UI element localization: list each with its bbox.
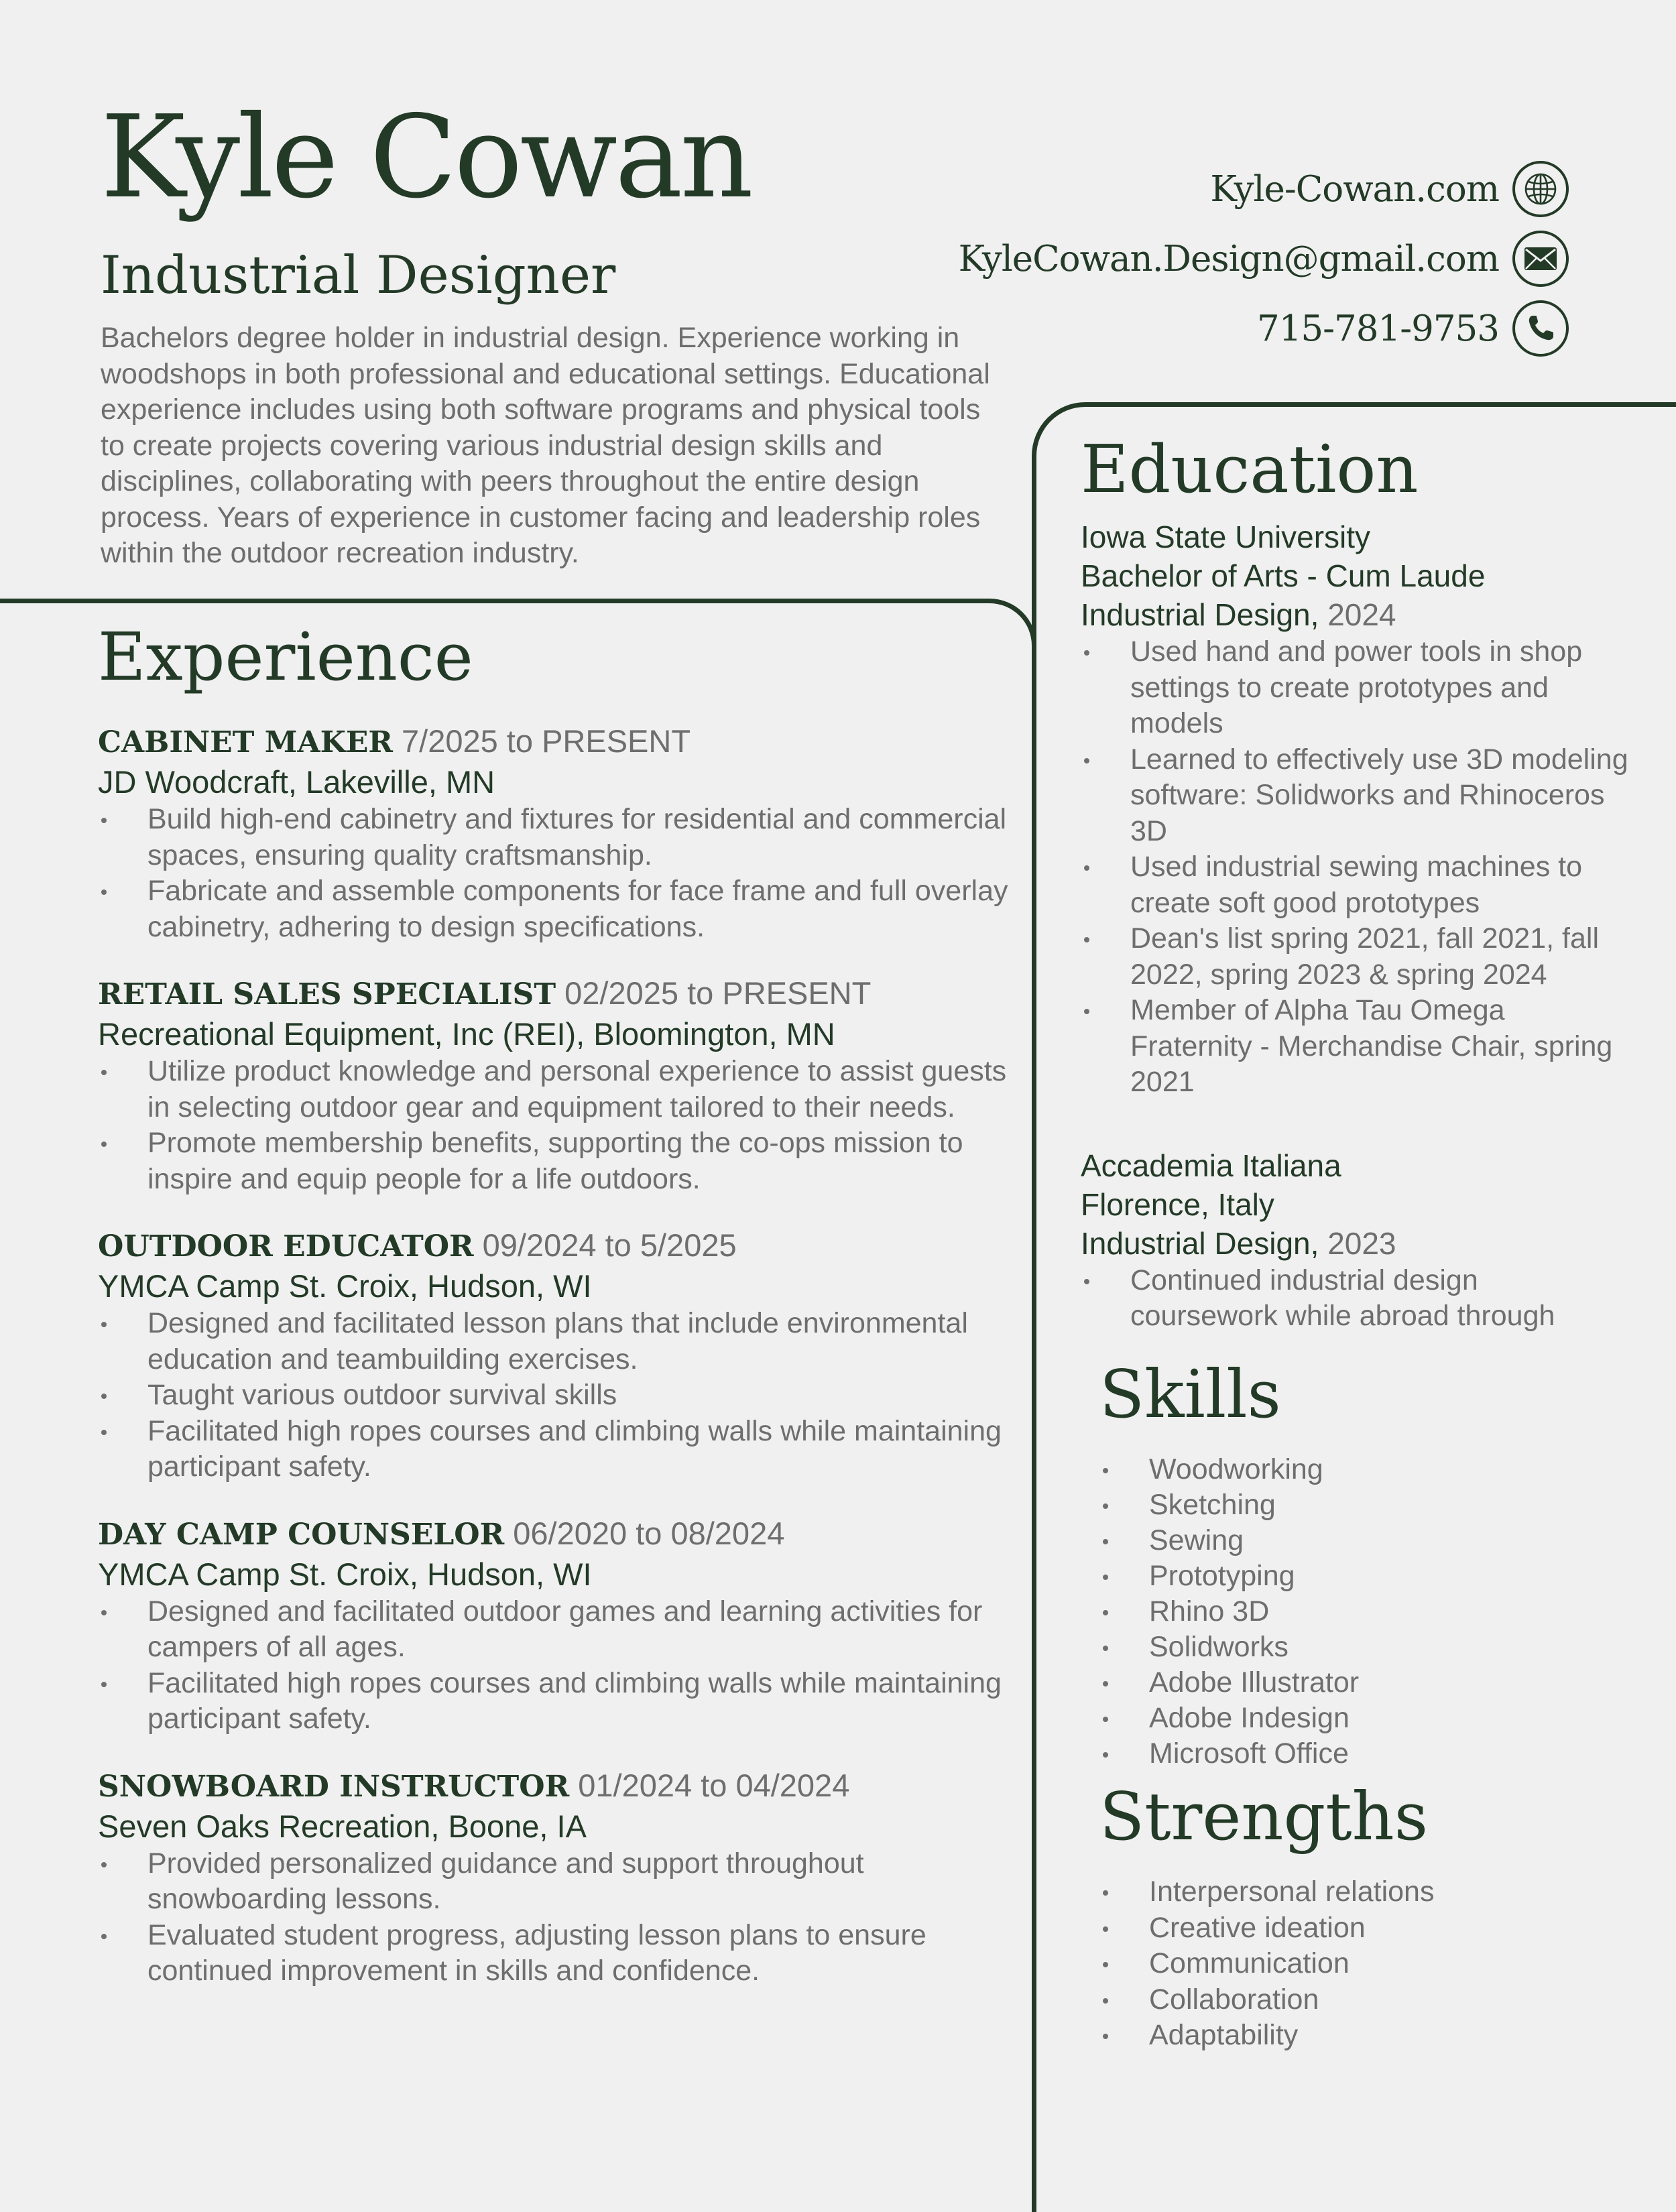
phone-icon <box>1512 300 1569 357</box>
job-title: Industrial Designer <box>101 245 616 306</box>
school-entry <box>1081 1146 1630 1335</box>
experience-section <box>98 619 1016 2019</box>
job-header <box>98 975 1016 1015</box>
strength-item: Adaptability <box>1099 2018 1636 2054</box>
school-bullets <box>1081 1263 1630 1335</box>
school-field: Industrial Design, <box>1081 1225 1319 1261</box>
job-role: OUTDOOR EDUCATOR <box>98 1229 474 1264</box>
strength-item: Communication <box>1099 1946 1636 1982</box>
strength-item: Creative ideation <box>1099 1910 1636 1947</box>
job-header <box>98 1227 1016 1267</box>
school-name: Iowa State University <box>1081 519 1371 554</box>
skill-item: Sketching <box>1099 1487 1636 1523</box>
bullet-item: Utilize product knowledge and personal experience to assist guests in selecting outdoor gear and equipment tailored to their needs. <box>98 1054 1016 1125</box>
bullet-item: Continued industrial design coursework while abroad through <box>1081 1263 1630 1335</box>
job-dates: 7/2025 to PRESENT <box>402 723 691 759</box>
experience-heading: Experience <box>98 619 473 696</box>
job-company: Recreational Equipment, Inc (REI), Bloomington, MN <box>98 1016 835 1052</box>
job-bullets <box>98 802 1016 945</box>
job-entry <box>98 975 1016 1197</box>
skills-list <box>1099 1452 1636 1772</box>
school-entry <box>1081 517 1630 1101</box>
bullet-item: Build high-end cabinetry and fixtures for residential and commercial spaces, ensuring quality craftsmanship. <box>98 802 1016 873</box>
strength-item: Collaboration <box>1099 1982 1636 2018</box>
skill-item: Sewing <box>1099 1523 1636 1558</box>
education-section <box>1081 432 1630 1380</box>
job-company: YMCA Camp St. Croix, Hudson, WI <box>98 1556 592 1592</box>
school-location: Florence, Italy <box>1081 1186 1274 1222</box>
job-entry <box>98 1515 1016 1737</box>
skill-item: Solidworks <box>1099 1630 1636 1665</box>
job-role: RETAIL SALES SPECIALIST <box>98 977 556 1011</box>
bullet-item: Member of Alpha Tau Omega Fraternity - Merchandise Chair, spring 2021 <box>1081 993 1630 1101</box>
contact-block <box>959 158 1569 367</box>
job-role: SNOWBOARD INSTRUCTOR <box>98 1769 570 1804</box>
job-bullets <box>98 1054 1016 1197</box>
job-dates: 06/2020 to 08/2024 <box>513 1515 785 1551</box>
bullet-item: Dean's list spring 2021, fall 2021, fall 2022, spring 2023 & spring 2024 <box>1081 921 1630 993</box>
job-dates: 01/2024 to 04/2024 <box>578 1767 850 1803</box>
bullet-item: Designed and facilitated outdoor games and learning activities for campers of all ages. <box>98 1594 1016 1666</box>
job-entry <box>98 1227 1016 1485</box>
strength-item: Interpersonal relations <box>1099 1874 1636 1910</box>
bullet-item: Promote membership benefits, supporting the co-ops mission to inspire and equip people for a life outdoors. <box>98 1125 1016 1197</box>
job-dates: 02/2025 to PRESENT <box>564 975 872 1011</box>
job-entry <box>98 1767 1016 1989</box>
email-link[interactable]: KyleCowan.Design@gmail.com <box>958 238 1499 280</box>
bullet-item: Taught various outdoor survival skills <box>98 1377 1016 1414</box>
degree-name: Bachelor of Arts - Cum Laude <box>1081 558 1486 593</box>
phone-link[interactable]: 715-781-9753 <box>1256 308 1499 349</box>
school-name: Accademia Italiana <box>1081 1148 1341 1183</box>
job-header <box>98 1767 1016 1807</box>
job-company: YMCA Camp St. Croix, Hudson, WI <box>98 1268 592 1304</box>
bullet-item: Used industrial sewing machines to create soft good prototypes <box>1081 849 1630 921</box>
job-role: DAY CAMP COUNSELOR <box>98 1517 505 1552</box>
job-role: CABINET MAKER <box>98 725 393 759</box>
bullet-item: Facilitated high ropes courses and climbing walls while maintaining participant safety. <box>98 1414 1016 1485</box>
website-link[interactable]: Kyle-Cowan.com <box>1210 168 1499 210</box>
strengths-section <box>1099 1779 1636 2054</box>
strengths-heading: Strengths <box>1099 1779 1428 1855</box>
globe-icon <box>1512 161 1569 217</box>
job-header <box>98 1515 1016 1555</box>
skill-item: Woodworking <box>1099 1452 1636 1487</box>
contact-phone-row[interactable] <box>959 298 1569 359</box>
school-field: Industrial Design, <box>1081 597 1319 632</box>
skills-section <box>1099 1357 1636 1772</box>
school-bullets <box>1081 634 1630 1101</box>
job-bullets <box>98 1306 1016 1485</box>
strengths-list <box>1099 1874 1636 2054</box>
school-field-line <box>1081 1224 1630 1263</box>
bullet-item: Used hand and power tools in shop settings to create prototypes and models <box>1081 634 1630 742</box>
skills-heading: Skills <box>1099 1357 1281 1433</box>
bullet-item: Facilitated high ropes courses and climbing walls while maintaining participant safety. <box>98 1666 1016 1737</box>
contact-website-row[interactable] <box>959 158 1569 220</box>
bullet-item: Learned to effectively use 3D modeling software: Solidworks and Rhinoceros 3D <box>1081 742 1630 850</box>
bullet-item: Designed and facilitated lesson plans that include environmental education and teambuilding exercises. <box>98 1306 1016 1377</box>
school-year: 2024 <box>1327 597 1396 632</box>
envelope-icon <box>1512 231 1569 287</box>
bullet-item: Provided personalized guidance and support throughout snowboarding lessons. <box>98 1846 1016 1918</box>
school-year: 2023 <box>1327 1225 1396 1261</box>
resume-name: Kyle Cowan <box>101 91 751 224</box>
job-entry <box>98 723 1016 945</box>
skill-item: Microsoft Office <box>1099 1736 1636 1772</box>
education-heading: Education <box>1081 432 1419 508</box>
school-field-line <box>1081 595 1630 634</box>
skill-item: Prototyping <box>1099 1558 1636 1594</box>
skill-item: Adobe Illustrator <box>1099 1665 1636 1701</box>
skill-item: Rhino 3D <box>1099 1594 1636 1630</box>
job-bullets <box>98 1594 1016 1737</box>
job-bullets <box>98 1846 1016 1989</box>
job-company: Seven Oaks Recreation, Boone, IA <box>98 1808 587 1844</box>
job-dates: 09/2024 to 5/2025 <box>482 1227 737 1263</box>
bullet-item: Evaluated student progress, adjusting lesson plans to ensure continued improvement in skills and confidence. <box>98 1918 1016 1989</box>
summary-paragraph: Bachelors degree holder in industrial design. Experience working in woodshops in both professional and educational settings. Educational experience includes using both software programs and physical tools to create projects covering various industrial design skills and disciplines, collaborating with peers throughout the entire design process. Years of experience in customer facing and leadership roles within the outdoor recreation industry. <box>101 322 990 569</box>
job-header <box>98 723 1016 763</box>
contact-email-row[interactable] <box>959 228 1569 290</box>
skill-item: Adobe Indesign <box>1099 1701 1636 1736</box>
bullet-item: Fabricate and assemble components for face frame and full overlay cabinetry, adhering to design specifications. <box>98 873 1016 945</box>
job-company: JD Woodcraft, Lakeville, MN <box>98 764 495 800</box>
